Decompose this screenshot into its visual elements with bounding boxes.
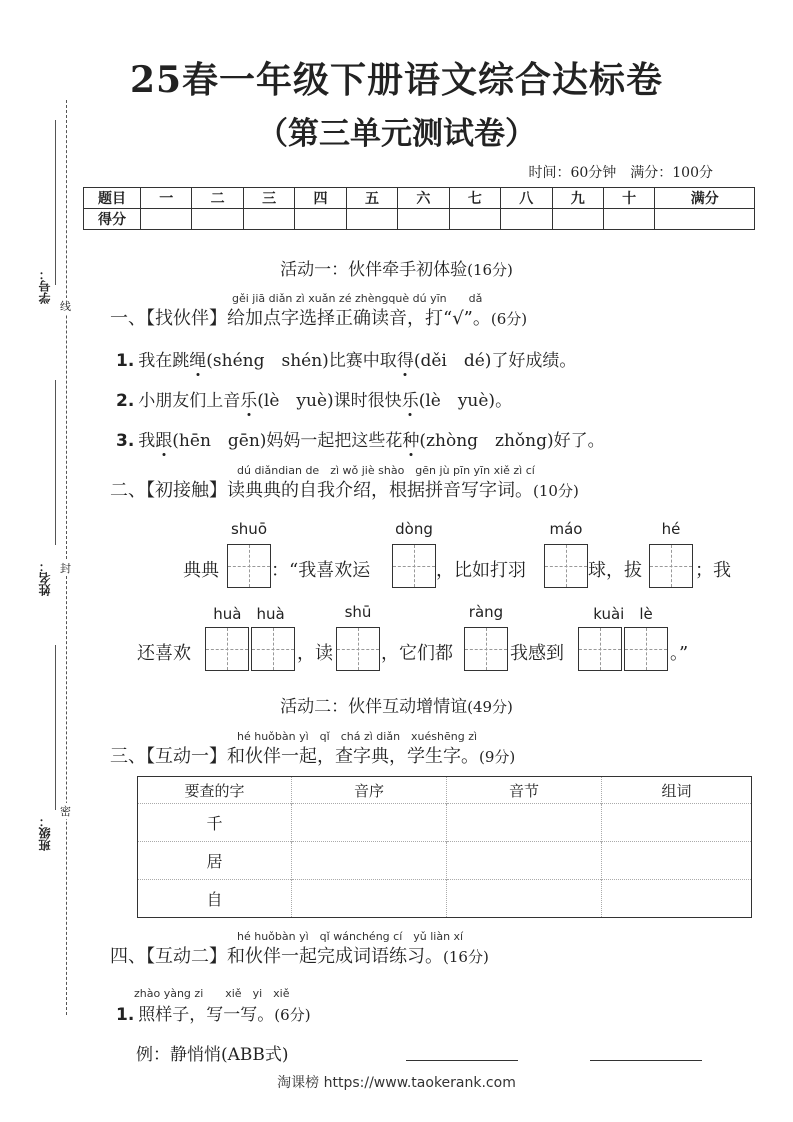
score-cell: 七: [449, 188, 500, 209]
score-cell: 六: [398, 188, 449, 209]
activity1-title: 活动一：伙伴牵手初体验: [280, 260, 468, 280]
score-blank[interactable]: [243, 209, 294, 230]
item-options[interactable]: (shéng shén)比赛中取: [206, 351, 397, 371]
lookup-char: 居: [138, 842, 292, 880]
passage-text: 还喜欢: [137, 643, 191, 664]
table-row: [138, 880, 752, 918]
answer-cell[interactable]: [447, 842, 602, 880]
dotted-char: 乐: [401, 391, 419, 411]
score-cell: 五: [346, 188, 397, 209]
q1-item: [116, 386, 512, 411]
box-pinyin: hé: [661, 520, 681, 538]
sidebar-blank-line: [55, 380, 56, 545]
score-blank[interactable]: [449, 209, 500, 230]
lookup-char: 自: [138, 880, 292, 918]
passage-text: ，它们都: [381, 643, 453, 664]
mark-line: 线: [60, 300, 71, 313]
sidebar-blank-line: [55, 645, 56, 810]
score-blank[interactable]: [501, 209, 552, 230]
q2-pinyin: dú diǎndian de zì wǒ jiè shào gēn jù pīn yīn xiě zì cí: [237, 464, 535, 477]
answer-cell[interactable]: [602, 804, 752, 842]
item-text: 小朋友们上音: [138, 391, 241, 411]
box-pinyin: huà huà: [213, 605, 285, 623]
exam-info: 时间：60分钟 满分：100分: [528, 165, 713, 181]
table-row: [138, 804, 752, 842]
q1-text: 给加点字选择正确读音，打“√”。: [227, 308, 491, 329]
mark-secret: 密: [60, 805, 71, 818]
dotted-char: 乐: [240, 391, 258, 411]
answer-cell[interactable]: [292, 842, 447, 880]
item-options[interactable]: (hēn gēn)妈妈一起把这些花: [172, 431, 403, 451]
dotted-char: 得: [396, 351, 414, 371]
q2-heading: [110, 476, 579, 502]
q3-tag: 三、【互动一】: [110, 746, 227, 767]
column-header: 组词: [602, 777, 752, 804]
mark-seal: 封: [60, 562, 71, 575]
q2-tag: 二、【初接触】: [110, 480, 227, 501]
name-label: 姓名：: [38, 560, 52, 596]
q3-text: 和伙伴一起，查字典，学生字。: [227, 746, 479, 767]
q4-text: 和伙伴一起完成词语练习。: [227, 946, 443, 967]
writing-box[interactable]: [544, 544, 588, 588]
score-cell: 三: [243, 188, 294, 209]
q2-text: 读典典的自我介绍，根据拼音写字词。: [227, 480, 533, 501]
q4-points: (16分): [443, 948, 489, 966]
box-pinyin: ràng: [468, 603, 504, 621]
q1-points: (6分): [490, 310, 528, 328]
passage-text: 球，拔: [588, 560, 642, 581]
box-pinyin: dòng: [395, 520, 433, 538]
answer-cell[interactable]: [292, 880, 447, 918]
dictionary-header-row: [138, 777, 752, 804]
box-pinyin: kuài lè: [593, 605, 653, 623]
page-subtitle: （第三单元测试卷）: [257, 116, 536, 152]
q1-pinyin: gěi jiā diǎn zì xuǎn zé zhèngquè dú yīn dǎ: [232, 292, 483, 305]
item-number: 1.: [116, 1005, 135, 1025]
score-blank[interactable]: [603, 209, 654, 230]
q4-heading: [110, 942, 489, 968]
q4-pinyin: hé huǒbàn yì qǐ wánchéng cí yǔ liàn xí: [237, 930, 464, 943]
box-pinyin: shuō: [230, 520, 267, 538]
example-text: 例：静悄悄(ABB式): [136, 1045, 289, 1065]
passage-text: ，读: [297, 643, 333, 664]
activity2-heading: [0, 692, 793, 717]
q1-item: [116, 346, 576, 371]
answer-cell[interactable]: [447, 804, 602, 842]
writing-box[interactable]: [205, 627, 249, 671]
writing-box[interactable]: [578, 627, 622, 671]
score-blank[interactable]: [346, 209, 397, 230]
answer-cell[interactable]: [447, 880, 602, 918]
q4-sub1: [116, 1000, 311, 1025]
score-cell: 题目: [84, 188, 141, 209]
activity2-points: (49分): [467, 698, 513, 716]
activity2-title: 活动二：伙伴互动增情谊: [280, 697, 468, 717]
class-label: 班级：: [38, 815, 52, 851]
passage-text: 。”: [670, 643, 689, 664]
q4-sub1-pinyin: zhào yàng zi xiě yi xiě: [134, 987, 290, 1000]
item-text: 我在跳: [138, 351, 190, 371]
writing-box[interactable]: [336, 627, 380, 671]
item-options[interactable]: (zhòng zhǒng)好了。: [419, 431, 605, 451]
item-number: 2.: [116, 391, 135, 411]
q1-heading: [110, 304, 527, 330]
student-id-label: 学号：: [38, 268, 52, 304]
binding-dashed-line: [66, 100, 67, 1015]
writing-box[interactable]: [251, 627, 295, 671]
writing-box[interactable]: [392, 544, 436, 588]
lookup-char: 千: [138, 804, 292, 842]
answer-blank[interactable]: [590, 1060, 702, 1061]
item-text: 照样子，写一写。: [138, 1005, 275, 1025]
score-cell: 十: [603, 188, 654, 209]
item-points: (6分): [274, 1006, 311, 1024]
table-row: [138, 842, 752, 880]
passage-text: 典典: [183, 560, 219, 581]
score-cell: 二: [192, 188, 243, 209]
column-header: 音序: [292, 777, 447, 804]
score-cell: 八: [501, 188, 552, 209]
column-header: 音节: [447, 777, 602, 804]
score-blank[interactable]: [295, 209, 346, 230]
dotted-char: 绳: [189, 351, 207, 371]
answer-cell[interactable]: [292, 804, 447, 842]
q1-item: [116, 426, 605, 451]
answer-cell[interactable]: [602, 842, 752, 880]
score-cell: 满分: [655, 188, 755, 209]
activity1-heading: [0, 255, 793, 280]
score-blank[interactable]: [655, 209, 755, 230]
score-table: [83, 187, 755, 230]
item-number: 1.: [116, 351, 135, 371]
score-cell: 九: [552, 188, 603, 209]
passage-text: ，比如打羽: [436, 560, 526, 581]
page-title: 25春一年级下册语文综合达标卷: [129, 59, 664, 101]
writing-box[interactable]: [649, 544, 693, 588]
score-cell: 一: [141, 188, 192, 209]
score-blank[interactable]: [192, 209, 243, 230]
item-number: 3.: [116, 431, 135, 451]
passage-text: ；我: [695, 560, 731, 581]
writing-box[interactable]: [464, 627, 508, 671]
writing-box[interactable]: [227, 544, 271, 588]
dotted-char: 跟: [155, 431, 173, 451]
footer-watermark: 淘课榜 https://www.taokerank.com: [277, 1075, 516, 1091]
item-text: 我: [138, 431, 156, 451]
answer-cell[interactable]: [602, 880, 752, 918]
q1-tag: 一、【找伙伴】: [110, 308, 227, 329]
score-table-header-row: [84, 188, 755, 209]
activity1-points: (16分): [467, 261, 513, 279]
box-pinyin: shū: [344, 603, 372, 621]
score-blank[interactable]: [398, 209, 449, 230]
score-table-score-row: [84, 209, 755, 230]
q2-points: (10分): [533, 482, 579, 500]
column-header: 要查的字: [184, 781, 245, 800]
item-options[interactable]: (lè yuè)课时很快: [257, 391, 402, 411]
score-cell: 四: [295, 188, 346, 209]
q3-pinyin: hé huǒbàn yì qǐ chá zì diǎn xuéshēng zì: [237, 730, 478, 743]
q4-tag: 四、【互动二】: [110, 946, 227, 967]
score-blank[interactable]: [141, 209, 192, 230]
dictionary-table: [137, 776, 752, 918]
dotted-char: 种: [402, 431, 420, 451]
score-blank[interactable]: [552, 209, 603, 230]
passage-text: ：“我喜欢运: [271, 560, 371, 581]
answer-blank[interactable]: [406, 1060, 518, 1061]
box-pinyin: máo: [549, 520, 583, 538]
q3-points: (9分): [479, 748, 516, 766]
item-options[interactable]: (děi dé)了好成绩。: [413, 351, 577, 371]
passage-text: 我感到: [510, 643, 564, 664]
score-row-label: 得分: [84, 209, 141, 230]
q3-heading: [110, 742, 515, 768]
writing-box[interactable]: [624, 627, 668, 671]
item-options[interactable]: (lè yuè)。: [418, 391, 513, 411]
